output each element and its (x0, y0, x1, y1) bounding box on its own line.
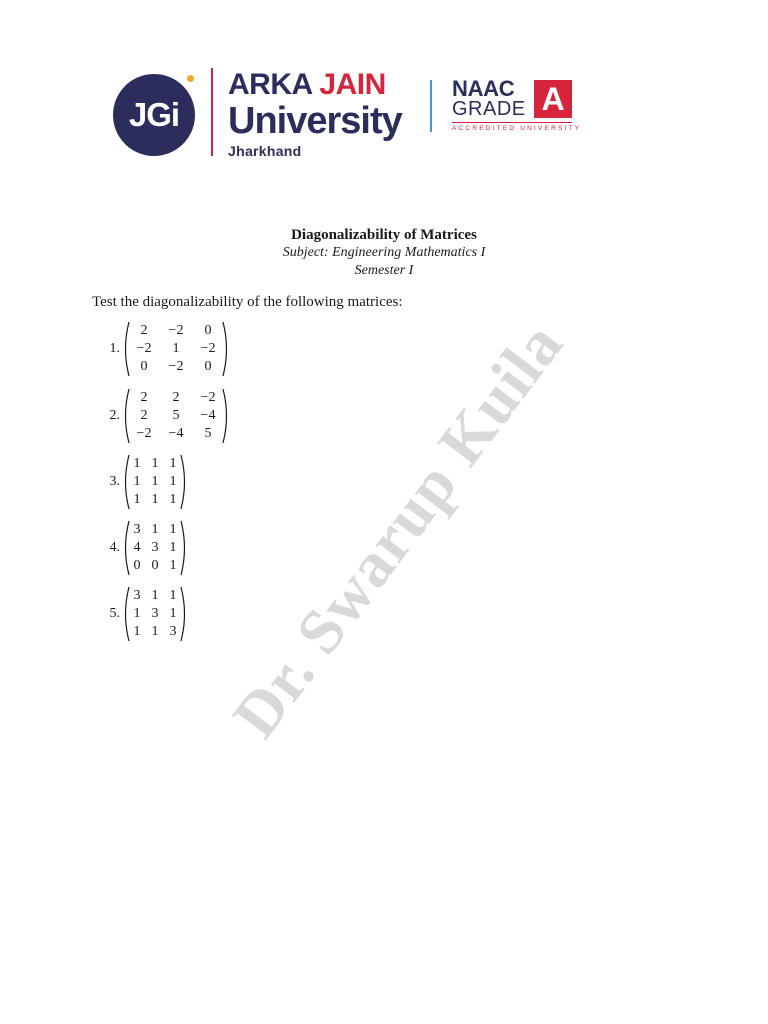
title-block (0, 226, 768, 280)
matrix-cell: 3 (151, 606, 159, 621)
matrix-cell: 1 (133, 624, 141, 639)
matrix-cell: 2 (140, 408, 148, 423)
matrix-cell: 1 (169, 540, 177, 555)
problem-number: 4. (109, 540, 120, 555)
university-location: Jharkhand (228, 143, 302, 159)
naac-underline (452, 122, 572, 123)
matrix-cell: 3 (169, 624, 177, 639)
matrix-cell: 5 (172, 408, 180, 423)
grade-letter: A (534, 80, 572, 118)
university-name-line1 (228, 68, 402, 102)
matrix-cell: 2 (172, 390, 180, 405)
header (0, 0, 768, 170)
right-parenthesis (222, 321, 230, 377)
matrix-cell: 1 (151, 456, 159, 471)
matrix-cell: 4 (133, 540, 141, 555)
matrix-grid (130, 520, 180, 576)
matrix-cell: 2 (140, 390, 148, 405)
problem-item (92, 520, 188, 576)
matrix-cell: 3 (133, 588, 141, 603)
right-parenthesis (180, 586, 188, 642)
problem-item (92, 388, 230, 444)
matrix-cell: 0 (204, 359, 212, 374)
matrix-cell: 1 (172, 341, 180, 356)
left-parenthesis (122, 586, 130, 642)
university-name-line2: University (228, 100, 402, 142)
problem-item (92, 321, 230, 377)
page-title: Diagonalizability of Matrices (291, 227, 477, 243)
matrix-cell: 0 (133, 558, 141, 573)
right-parenthesis (180, 520, 188, 576)
watermark: Dr. Swarup Kuila (219, 309, 577, 751)
matrix-cell: 5 (204, 426, 212, 441)
matrix-cell: 1 (169, 606, 177, 621)
matrix-cell: −2 (136, 341, 152, 356)
matrix (122, 586, 188, 642)
left-parenthesis (122, 454, 130, 510)
matrix-cell: 1 (133, 606, 141, 621)
matrix-cell: 0 (204, 323, 212, 338)
matrix (122, 388, 230, 444)
matrix-cell: 1 (169, 522, 177, 537)
naac-divider (430, 80, 432, 132)
matrix-cell: −4 (168, 426, 184, 441)
matrix-cell: −2 (200, 341, 216, 356)
logo-divider (211, 68, 213, 156)
matrix-cell: 0 (140, 359, 148, 374)
left-parenthesis (122, 321, 130, 377)
matrix-cell: 1 (133, 456, 141, 471)
left-parenthesis (122, 388, 130, 444)
matrix-cell: 1 (151, 624, 159, 639)
matrix (122, 454, 188, 510)
matrix (122, 520, 188, 576)
problem-item (92, 454, 188, 510)
matrix-cell: 0 (151, 558, 159, 573)
matrix-cell: 1 (133, 474, 141, 489)
instructions: Test the diagonalizability of the following matrices: (92, 294, 403, 310)
matrix-cell: 1 (151, 588, 159, 603)
matrix (122, 321, 230, 377)
matrix-cell: −2 (168, 359, 184, 374)
problem-number: 2. (109, 408, 120, 423)
accredited-label: ACCREDITED UNIVERSITY (452, 125, 582, 132)
matrix-grid (130, 586, 180, 642)
university-name-jain: JAIN (319, 68, 386, 101)
matrix-grid (130, 388, 222, 444)
matrix-cell: 3 (151, 540, 159, 555)
jgi-logo-text: JGi (128, 96, 180, 133)
jgi-logo-dot (187, 75, 194, 82)
matrix-cell: −4 (200, 408, 216, 423)
subject-line: Subject: Engineering Mathematics I (282, 245, 486, 260)
right-parenthesis (222, 388, 230, 444)
matrix-cell: 3 (133, 522, 141, 537)
problem-item (92, 586, 188, 642)
matrix-cell: 2 (140, 323, 148, 338)
matrix-cell: 1 (169, 588, 177, 603)
matrix-cell: −2 (168, 323, 184, 338)
matrix-cell: 1 (151, 522, 159, 537)
matrix-cell: 1 (169, 456, 177, 471)
right-parenthesis (180, 454, 188, 510)
university-name-arka: ARKA (228, 68, 320, 101)
semester-line: Semester I (354, 263, 414, 278)
matrix-cell: −2 (200, 390, 216, 405)
matrix-cell: 1 (133, 492, 141, 507)
matrix-cell: 1 (169, 474, 177, 489)
naac-badge (452, 76, 582, 136)
matrix-cell: 1 (169, 492, 177, 507)
jgi-logo (113, 74, 195, 156)
matrix-cell: 1 (151, 474, 159, 489)
problem-number: 5. (109, 606, 120, 621)
left-parenthesis (122, 520, 130, 576)
naac-label: NAAC (452, 76, 515, 101)
problem-number: 3. (109, 474, 120, 489)
matrix-cell: 1 (151, 492, 159, 507)
problem-number: 1. (109, 341, 120, 356)
matrix-cell: −2 (136, 426, 152, 441)
grade-label: GRADE (452, 98, 526, 120)
matrix-grid (130, 454, 180, 510)
matrix-grid (130, 321, 222, 377)
matrix-cell: 1 (169, 558, 177, 573)
university-wordmark (228, 68, 402, 162)
